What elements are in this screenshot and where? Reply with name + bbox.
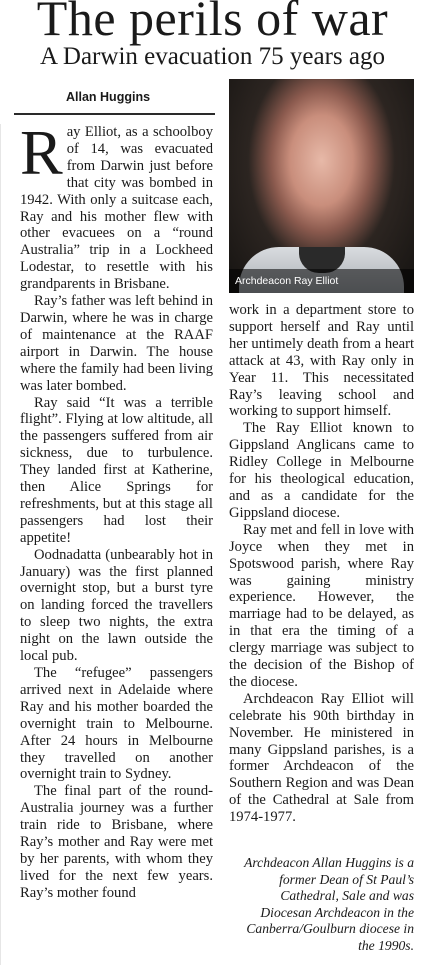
author-bio-text: Archdeacon Allan Huggins is a former Dean of St Paul’s Cathedral, Sale and was Diocesan Archdeacon in the Canberra/Goulburn diocese in the 1990s. (244, 855, 414, 953)
author-bio (229, 855, 414, 955)
paragraph: The final part of the round-Australia journey was a further train ride to Brisbane, where Ray’s mother and Ray were met by her parents, with whom they lived for the next few years. Ray’s mother found (20, 783, 213, 901)
paragraph: work in a department store to support herself and Ray until her untimely death from a heart attack at 43, with Ray only in Year 11. This necessitated Ray’s leaving school and working to support himself. (229, 302, 414, 420)
photo-caption: Archdeacon Ray Elliot (229, 269, 414, 293)
byline-rule (14, 113, 215, 115)
subheadline: A Darwin evacuation 75 years ago (39, 43, 386, 70)
paragraph: Ray said “It was a terrible flight”. Flying at low altitude, all the passengers suffered from air sickness, due to turbulence. They landed first at Katherine, then Alice Springs for refreshments, but at this stage all passengers had lost their appetite! (20, 394, 213, 546)
left-edge-rule (0, 124, 1, 965)
paragraph: Ray Elliot, as a schoolboy of 14, was evacuated from Darwin just before that city was bombed in 1942. With only a suitcase each, Ray and his mother flew with other evacuees on a “round Australia” trip in a Lockheed Lodestar, to resettle with his grandparents in Brisbane. (20, 117, 213, 293)
paragraph: Ray’s father was left behind in Darwin, where he was in charge of maintenance at the RAAF airport in Darwin. The house where the family had been living was later bombed. (20, 293, 213, 394)
drop-cap: R (20, 117, 63, 188)
paragraph: Archdeacon Ray Elliot will celebrate his 90th birthday in November. He ministered in many Gippsland parishes, is a former Archdeacon of the Southern Region and was Dean of the Cathedral at Sale from 1974-1977. (229, 690, 414, 826)
paragraph: Ray met and fell in love with Joyce when they met in Spotswood parish, where Ray was gaining ministry experience. However, the marriage had to be delayed, as in that era the timing of a clergy marriage was subject to the decision of the Bishop of the diocese. (229, 521, 414, 690)
paragraph: The Ray Elliot known to Gippsland Anglicans came to Ridley College in Melbourne for his theological education, and as a candidate for the Gippsland diocese. (229, 420, 414, 521)
portrait-photo (229, 79, 414, 293)
headline: The perils of war (36, 0, 389, 46)
paragraph: Oodnadatta (unbearably hot in January) was the first planned overnight stop, but a burst tyre on landing forced the travellers to sleep two nights, the extra night on the lawn outside the local pub. (20, 546, 213, 665)
paragraph: The “refugee” passengers arrived next in Adelaide where Ray and his mother boarded the overnight train to Melbourne. After 24 hours in Melbourne they travelled on another overnight train to Sydney. (20, 665, 213, 783)
article-column-1 (20, 117, 213, 902)
article-column-2 (229, 302, 414, 826)
author-byline: Allan Huggins (66, 90, 151, 104)
